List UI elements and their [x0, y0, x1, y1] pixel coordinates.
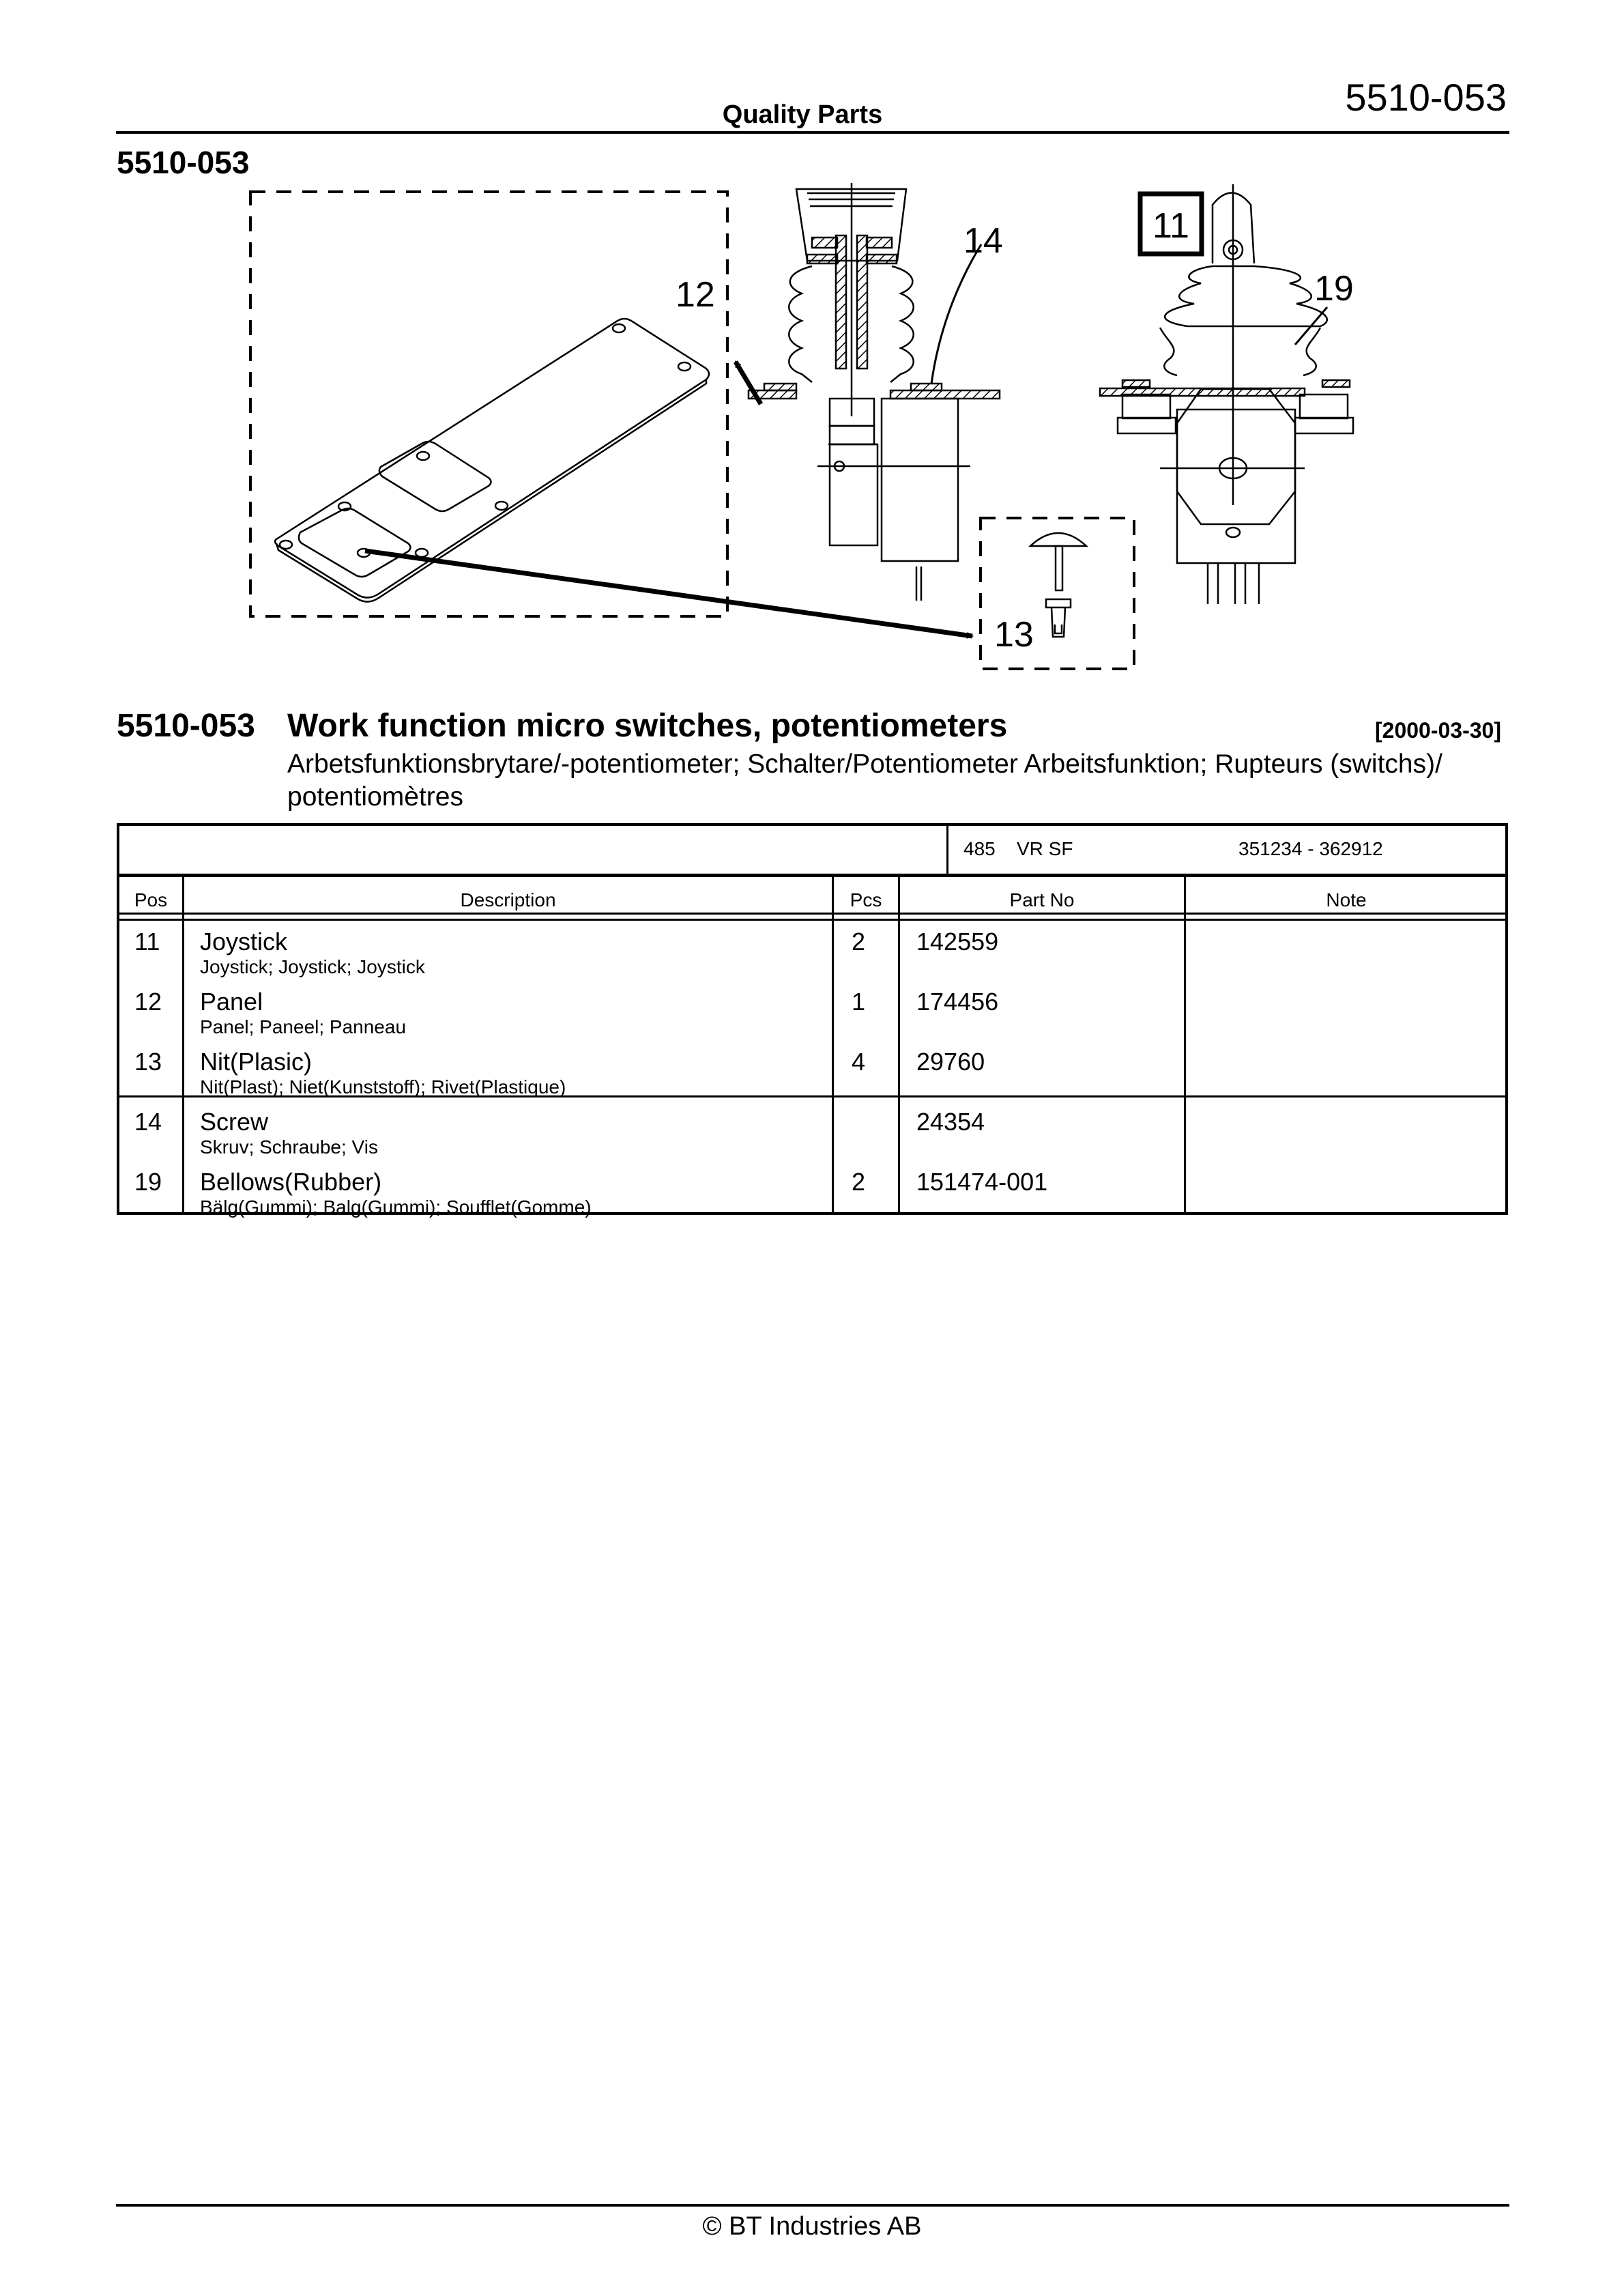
exploded-diagram	[0, 0, 1624, 683]
parts-table	[117, 823, 1508, 1218]
row-translations: Skruv; Schraube; Vis	[200, 1136, 378, 1158]
callout-19: 19	[1314, 269, 1354, 308]
table-row[interactable]	[119, 1168, 1505, 1229]
row-name: Joystick	[200, 928, 288, 956]
row-part-no: 151474-001	[916, 1168, 1048, 1196]
row-pos: 13	[134, 1048, 162, 1076]
page-code: 5510-053	[1345, 76, 1507, 119]
callout-13: 13	[994, 615, 1034, 655]
panel-drawing	[275, 319, 709, 602]
row-translations: Panel; Paneel; Panneau	[200, 1016, 407, 1037]
panel-12-group	[250, 192, 727, 616]
row-name: Panel	[200, 988, 263, 1016]
model-info	[946, 826, 1508, 874]
leader-line-14	[931, 244, 981, 384]
row-translations: Joystick; Joystick; Joystick	[200, 956, 425, 977]
row-pcs: 2	[852, 928, 866, 956]
table-row[interactable]	[119, 1108, 1505, 1168]
row-name: Bellows(Rubber)	[200, 1168, 382, 1196]
model-band	[119, 826, 1505, 877]
callout-11: 11	[1152, 206, 1189, 246]
header-title: Quality Parts	[722, 100, 883, 129]
table-row[interactable]	[119, 988, 1505, 1048]
rivet-drawing	[1030, 533, 1086, 637]
row-name: Nit(Plasic)	[200, 1048, 313, 1076]
header-divider	[119, 913, 1505, 915]
row-pos: 11	[134, 928, 160, 956]
row-part-no: 29760	[916, 1048, 985, 1076]
row-pcs: 4	[852, 1048, 866, 1076]
row-part-no: 174456	[916, 988, 999, 1016]
group-title: Work function micro switches, potentiometers	[287, 708, 1008, 744]
row-name: Screw	[200, 1108, 269, 1136]
col-header-note: Note	[1326, 889, 1367, 910]
callout-14: 14	[963, 221, 1003, 261]
joystick-cross-section	[749, 183, 1000, 601]
row-part-no: 142559	[916, 928, 999, 956]
table-row[interactable]	[119, 1048, 1505, 1108]
col-header-pcs: Pcs	[850, 889, 882, 910]
section-code: 5510-053	[117, 145, 250, 180]
row-translations: Nit(Plast); Niet(Kunststoff); Rivet(Plastique)	[200, 1076, 566, 1097]
footer-copyright: © BT Industries AB	[702, 2212, 922, 2241]
callout-12: 12	[676, 275, 715, 315]
leader-arrow-13	[365, 551, 972, 636]
row-pos: 12	[134, 988, 162, 1016]
model-type: VR SF	[1017, 838, 1073, 859]
header-divider	[119, 919, 1505, 921]
row-pos: 14	[134, 1108, 162, 1136]
table-row[interactable]	[119, 928, 1505, 988]
group-date: [2000-03-30]	[1375, 718, 1501, 743]
col-header-pos: Pos	[134, 889, 168, 910]
model-number: 485	[963, 838, 996, 859]
col-header-part-no: Part No	[1009, 889, 1075, 910]
row-pcs: 1	[852, 988, 866, 1016]
row-part-no: 24354	[916, 1108, 985, 1136]
row-translations: Bälg(Gummi); Balg(Gummi); Soufflet(Gomme)	[200, 1196, 592, 1218]
rivet-13-group	[981, 518, 1134, 669]
row-pos: 19	[134, 1168, 162, 1196]
group-code: 5510-053	[117, 708, 255, 744]
serial-range: 351234 - 362912	[1238, 838, 1383, 859]
footer-rule	[116, 2204, 1509, 2207]
col-header-description: Description	[460, 889, 556, 910]
group-translations: Arbetsfunktionsbrytare/-potentiometer; Schalter/Potentiometer Arbeitsfunktion; Rupteurs (switchs)/ potentiomètres	[287, 749, 1442, 812]
row-pcs: 2	[852, 1168, 866, 1196]
